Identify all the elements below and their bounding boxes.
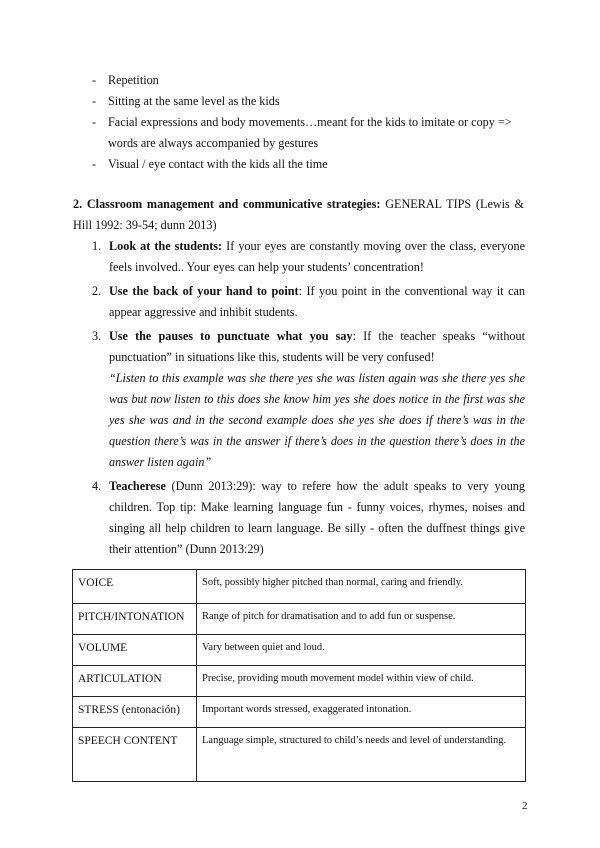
- item-number: 3.: [92, 329, 102, 343]
- section-heading-rest: GENERAL TIPS (Lewis & Hill 1992: 39-54; dunn 2013): [73, 197, 524, 232]
- table-row: [73, 697, 526, 728]
- table-key-cell: ARTICULATION: [73, 666, 197, 697]
- page-number: 2: [522, 800, 528, 812]
- table-value-cell: Important words stressed, exaggerated intonation.: [197, 697, 526, 728]
- tip-text: If your eyes are constantly moving over the class, everyone feels involved.. Your eyes can help your students’ concentration!: [109, 239, 525, 274]
- list-item: [92, 91, 532, 112]
- list-item: [92, 326, 525, 473]
- list-item: [92, 281, 525, 323]
- table-key-cell: VOICE: [73, 570, 197, 604]
- item-number: 1.: [92, 239, 102, 253]
- bullet-text: Repetition: [108, 73, 159, 87]
- table-value-cell: Language simple, structured to child’s needs and level of understanding.: [197, 728, 526, 782]
- example-quote: “Listen to this example was she there yes she was listen again was she there yes she was but now listen to this does she know him yes she does notice in the first was she yes she was and in the second example does she yes she does if there’s was in the question there’s was in the answer if there’s does in the question there’s does in the answer listen again”: [109, 371, 525, 469]
- table-row: [73, 570, 526, 604]
- bullet-marker: -: [92, 157, 97, 171]
- bullet-list: [92, 70, 532, 175]
- list-item: [92, 112, 532, 154]
- bullet-marker: -: [92, 115, 97, 129]
- tip-title: Use the pauses to punctuate what you say: [109, 329, 353, 343]
- table-row: [73, 604, 526, 635]
- bullet-marker: -: [92, 73, 97, 87]
- section-heading: [73, 194, 524, 236]
- list-item: [92, 236, 525, 278]
- table-row: [73, 666, 526, 697]
- bullet-marker: -: [92, 94, 97, 108]
- tip-title: Look at the students:: [109, 239, 223, 253]
- tip-text: : If the teacher speaks “without punctuation” in situations like this, students will be very confused!: [109, 329, 525, 364]
- list-item: [92, 70, 532, 91]
- item-number: 4.: [92, 479, 102, 493]
- table-value-cell: Precise, providing mouth movement model within view of child.: [197, 666, 526, 697]
- table-key-cell: STRESS (entonación): [73, 697, 197, 728]
- list-item: [92, 154, 532, 175]
- table-key-cell: VOLUME: [73, 635, 197, 666]
- table-value-cell: Range of pitch for dramatisation and to add fun or suspense.: [197, 604, 526, 635]
- table-value-cell: Soft, possibly higher pitched than normal, caring and friendly.: [197, 570, 526, 604]
- bullet-text: Sitting at the same level as the kids: [108, 94, 280, 108]
- tip-text: (Dunn 2013:29): way to refere how the adult speaks to very young children. Top tip: Make learning language fun - funny voices, rhymes, noises and singing all help children to learn language. Be silly - often the duffnest things give their attention” (Dunn 2013:29): [109, 479, 525, 556]
- table-value-cell: Vary between quiet and loud.: [197, 635, 526, 666]
- table-key-cell: SPEECH CONTENT: [73, 728, 197, 782]
- section-heading-bold: 2. Classroom management and communicative strategies:: [73, 197, 381, 211]
- table-row: [73, 635, 526, 666]
- tip-title: Teacherese: [109, 479, 166, 493]
- tip-title: Use the back of your hand to point: [109, 284, 299, 298]
- bullet-text: Facial expressions and body movements…meant for the kids to imitate or copy => words are always accompanied by gestures: [108, 115, 512, 150]
- tip-text: : If you point in the conventional way it can appear aggressive and inhibit students.: [109, 284, 525, 319]
- list-item: [92, 476, 525, 560]
- item-number: 2.: [92, 284, 102, 298]
- tips-list: [92, 236, 525, 563]
- table-key-cell: PITCH/INTONATION: [73, 604, 197, 635]
- table-row: [73, 728, 526, 782]
- bullet-text: Visual / eye contact with the kids all the time: [108, 157, 328, 171]
- voice-table: [72, 569, 526, 782]
